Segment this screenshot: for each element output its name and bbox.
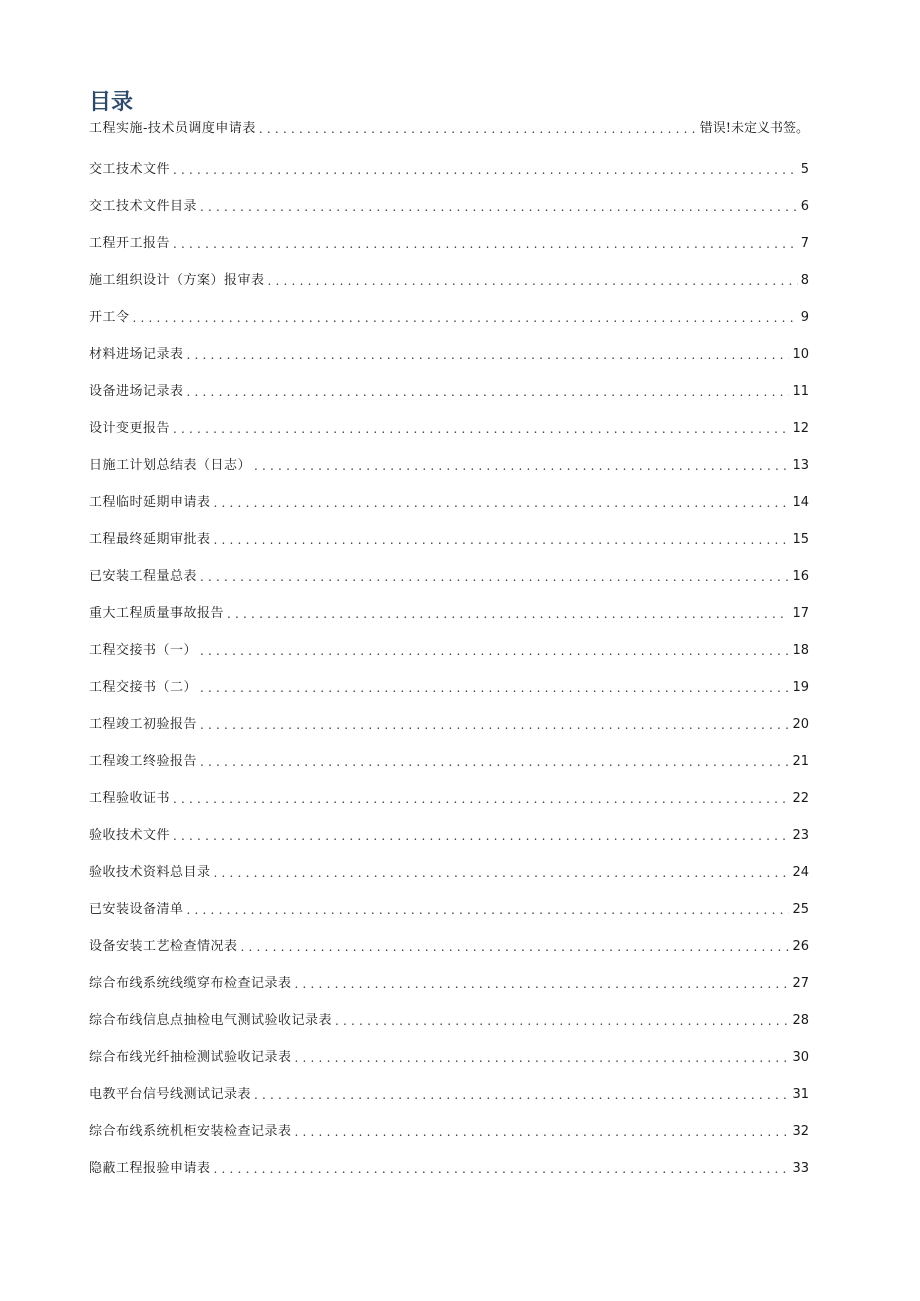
toc-leader-dots xyxy=(214,1159,790,1179)
toc-entry-page: 24 xyxy=(792,865,809,880)
toc-entry[interactable] xyxy=(89,1031,809,1068)
toc-entry-page: 16 xyxy=(792,569,809,584)
toc-entry-title: 综合布线光纤抽检测试验收记录表 xyxy=(89,1050,292,1065)
toc-leader-dots xyxy=(200,678,789,698)
toc-entry[interactable] xyxy=(89,550,809,587)
toc-entry[interactable] xyxy=(89,1105,809,1142)
toc-leader-dots xyxy=(133,308,798,328)
toc-entry-page: 20 xyxy=(792,717,809,732)
toc-leader-dots xyxy=(254,1085,789,1105)
toc-entry[interactable] xyxy=(89,1142,809,1179)
toc-entry-title: 工程验收证书 xyxy=(89,791,171,806)
toc-leader-dots xyxy=(214,530,790,550)
toc-entry-page: 23 xyxy=(792,828,809,843)
toc-entry-page: 28 xyxy=(792,1013,809,1028)
toc-entry-page: 错误!未定义书签。 xyxy=(699,121,809,136)
toc-leader-dots xyxy=(214,493,790,513)
toc-entry[interactable] xyxy=(89,402,809,439)
toc-entry-title: 开工令 xyxy=(89,310,130,325)
toc-entry[interactable] xyxy=(89,143,809,180)
toc-entry[interactable] xyxy=(89,513,809,550)
toc-entry-title: 隐蔽工程报验申请表 xyxy=(89,1161,211,1176)
toc-entry-page: 21 xyxy=(792,754,809,769)
toc-entry[interactable] xyxy=(89,735,809,772)
toc-entry-title: 交工技术文件目录 xyxy=(89,199,198,214)
toc-entry-title: 工程竣工终验报告 xyxy=(89,754,198,769)
toc-entry-page: 9 xyxy=(800,310,809,325)
toc-entry-page: 22 xyxy=(792,791,809,806)
toc-entry-title: 工程实施-技术员调度申请表 xyxy=(89,121,256,136)
toc-entry-page: 7 xyxy=(800,236,809,251)
toc-entry-title: 设备进场记录表 xyxy=(89,384,184,399)
toc-entry-title: 综合布线系统线缆穿布检查记录表 xyxy=(89,976,292,991)
toc-entry[interactable] xyxy=(89,1068,809,1105)
toc-entry-title: 工程开工报告 xyxy=(89,236,171,251)
toc-entry-page: 27 xyxy=(792,976,809,991)
toc-entry-title: 工程最终延期审批表 xyxy=(89,532,211,547)
toc-leader-dots xyxy=(259,119,697,139)
toc-entry-page: 13 xyxy=(792,458,809,473)
toc-leader-dots xyxy=(200,715,789,735)
toc-leader-dots xyxy=(295,1048,790,1068)
toc-leader-dots xyxy=(187,382,790,402)
toc-leader-dots xyxy=(187,900,790,920)
toc-entry-title: 综合布线信息点抽检电气测试验收记录表 xyxy=(89,1013,333,1028)
toc-entry-title: 工程临时延期申请表 xyxy=(89,495,211,510)
toc-entry-page: 12 xyxy=(792,421,809,436)
toc-leader-dots xyxy=(335,1011,789,1031)
toc-entry-page: 15 xyxy=(792,532,809,547)
toc-entry[interactable] xyxy=(89,365,809,402)
toc-leader-dots xyxy=(173,234,798,254)
toc-entry[interactable] xyxy=(89,772,809,809)
toc-entry-title: 设计变更报告 xyxy=(89,421,171,436)
toc-entry[interactable] xyxy=(89,119,809,143)
toc-entry-page: 6 xyxy=(800,199,809,214)
toc-leader-dots xyxy=(173,789,789,809)
toc-entry-page: 25 xyxy=(792,902,809,917)
toc-leader-dots xyxy=(227,604,789,624)
toc-entry[interactable] xyxy=(89,957,809,994)
toc-entry-page: 19 xyxy=(792,680,809,695)
toc-entry-page: 11 xyxy=(792,384,809,399)
toc-entry[interactable] xyxy=(89,920,809,957)
toc-leader-dots xyxy=(200,641,789,661)
toc-entry[interactable] xyxy=(89,217,809,254)
toc-entry-title: 设备安装工艺检查情况表 xyxy=(89,939,238,954)
toc-entry-title: 已安装工程量总表 xyxy=(89,569,198,584)
toc-entry-page: 33 xyxy=(792,1161,809,1176)
toc-entry-page: 30 xyxy=(792,1050,809,1065)
toc-entry-title: 工程交接书（二） xyxy=(89,680,198,695)
toc-leader-dots xyxy=(173,826,789,846)
toc-entry[interactable] xyxy=(89,809,809,846)
toc-entry-title: 交工技术文件 xyxy=(89,162,171,177)
toc-leader-dots xyxy=(200,197,798,217)
toc-leader-dots xyxy=(241,937,790,957)
toc-leader-dots xyxy=(200,567,789,587)
toc-leader-dots xyxy=(173,160,798,180)
toc-leader-dots xyxy=(187,345,790,365)
toc-entry-page: 18 xyxy=(792,643,809,658)
toc-leader-dots xyxy=(254,456,789,476)
toc-entry[interactable] xyxy=(89,846,809,883)
toc-entry-title: 施工组织设计（方案）报审表 xyxy=(89,273,265,288)
toc-entry[interactable] xyxy=(89,587,809,624)
toc-entry[interactable] xyxy=(89,476,809,513)
toc-entry-page: 5 xyxy=(800,162,809,177)
toc-entry[interactable] xyxy=(89,994,809,1031)
toc-entry-title: 已安装设备清单 xyxy=(89,902,184,917)
toc-leader-dots xyxy=(295,974,790,994)
toc-leader-dots xyxy=(295,1122,790,1142)
toc-entry-page: 26 xyxy=(792,939,809,954)
toc-entry-page: 10 xyxy=(792,347,809,362)
toc-entry-title: 工程交接书（一） xyxy=(89,643,198,658)
toc-entry-page: 14 xyxy=(792,495,809,510)
toc-entry[interactable] xyxy=(89,883,809,920)
toc-entry[interactable] xyxy=(89,698,809,735)
toc-entry[interactable] xyxy=(89,439,809,476)
toc-entry-title: 综合布线系统机柜安装检查记录表 xyxy=(89,1124,292,1139)
toc-title: 目录 xyxy=(89,89,134,115)
toc-entry[interactable] xyxy=(89,624,809,661)
toc-entry[interactable] xyxy=(89,291,809,328)
toc-entry-page: 31 xyxy=(792,1087,809,1102)
toc-entry-title: 验收技术文件 xyxy=(89,828,171,843)
toc-entry-title: 验收技术资料总目录 xyxy=(89,865,211,880)
toc-leader-dots xyxy=(173,419,789,439)
toc-entry-page: 32 xyxy=(792,1124,809,1139)
toc-entry[interactable] xyxy=(89,328,809,365)
toc-leader-dots xyxy=(214,863,790,883)
toc-entry[interactable] xyxy=(89,661,809,698)
toc-leader-dots xyxy=(200,752,789,772)
toc-entry[interactable] xyxy=(89,180,809,217)
toc-entry-page: 8 xyxy=(800,273,809,288)
toc-entry-title: 电教平台信号线测试记录表 xyxy=(89,1087,252,1102)
toc-entry-title: 重大工程质量事故报告 xyxy=(89,606,225,621)
toc-leader-dots xyxy=(268,271,798,291)
toc-entry-title: 材料进场记录表 xyxy=(89,347,184,362)
toc-entry[interactable] xyxy=(89,254,809,291)
toc-entry-title: 工程竣工初验报告 xyxy=(89,717,198,732)
toc-entry-title: 日施工计划总结表（日志） xyxy=(89,458,252,473)
toc-entry-page: 17 xyxy=(792,606,809,621)
toc-list xyxy=(89,119,809,1179)
